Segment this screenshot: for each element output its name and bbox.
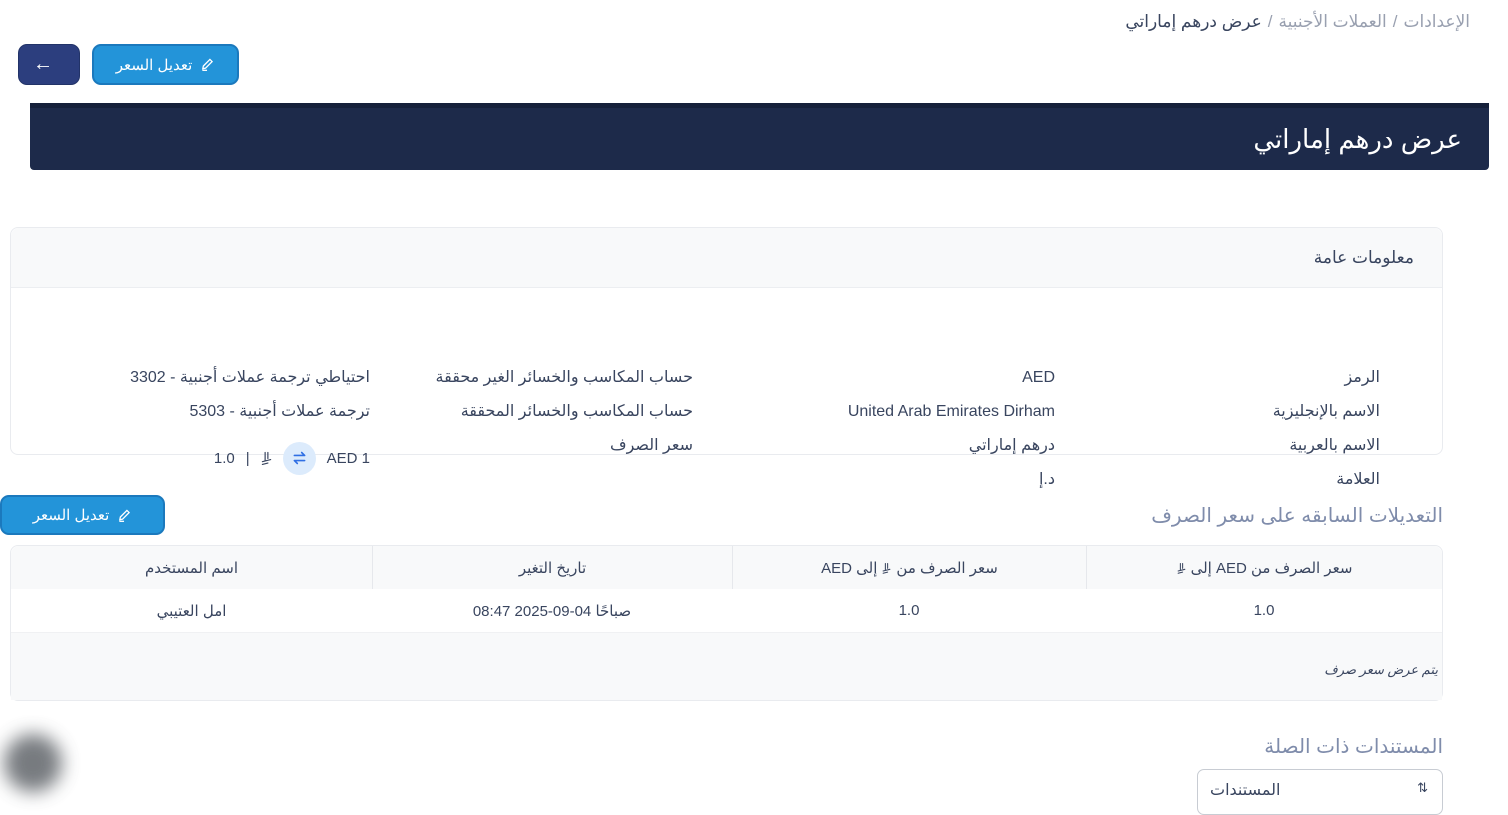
column-header-rate-aed-to-sar: سعر الصرف من AED إلى xyxy=(1086,546,1442,589)
field-value-unrealized-account: 3302 - احتياطي ترجمة عملات أجنبية xyxy=(130,369,370,386)
dropdown-caret-icon: ⇅ xyxy=(1417,780,1428,795)
field-label-unrealized-account: حساب المكاسب والخسائر الغير محققة xyxy=(435,369,693,386)
general-info-body xyxy=(11,288,1442,488)
pencil-icon xyxy=(117,508,132,523)
general-info-title: معلومات عامة xyxy=(1313,247,1414,267)
field-value-english-name: United Arab Emirates Dirham xyxy=(847,403,1055,420)
exchange-rate-from: AED 1 xyxy=(326,449,370,467)
field-label-exchange-rate: سعر الصرف xyxy=(609,437,693,454)
general-info-header xyxy=(11,228,1442,288)
column-header-rate-sar-to-aed: سعر الصرف من إلى AED xyxy=(732,546,1086,589)
field-label-code: الرمز xyxy=(1344,369,1380,386)
field-label-realized-account: حساب المكاسب والخسائر المحققة xyxy=(460,403,693,420)
field-label-symbol: العلامة xyxy=(1336,471,1380,488)
field-value-code: AED xyxy=(1022,369,1055,386)
general-info-card xyxy=(10,227,1443,488)
field-label-english-name: الاسم بالإنجليزية xyxy=(1272,403,1380,420)
adjustments-table-card xyxy=(10,545,1443,701)
related-documents-title: المستندات ذات الصلة xyxy=(1264,736,1443,758)
back-arrow-icon: ← xyxy=(33,53,53,75)
field-value-arabic-name: درهم إماراتي xyxy=(968,437,1055,454)
saudi-riyal-icon xyxy=(882,562,891,574)
table-footer xyxy=(11,633,1442,700)
table-header-row xyxy=(11,546,1442,589)
edit-price-label: تعديل السعر xyxy=(32,507,110,524)
breadcrumb-separator: / xyxy=(1267,12,1273,31)
exchange-rate-to-value: 1.0 xyxy=(213,449,235,467)
adjustments-section-title: التعديلات السابقه على سعر الصرف xyxy=(1151,505,1443,527)
exchange-rate-row xyxy=(214,441,370,475)
column-header-username: اسم المستخدم xyxy=(144,559,239,577)
documents-dropdown[interactable] xyxy=(1197,769,1443,815)
field-value-symbol: د.إ xyxy=(1038,471,1055,488)
page-header-bar xyxy=(30,103,1489,170)
page-title: عرض درهم إماراتي xyxy=(1253,123,1462,154)
page xyxy=(30,0,1508,799)
saudi-riyal-icon xyxy=(1177,562,1186,574)
cell-rate-aed-to-sar: 1.0 xyxy=(1253,602,1275,619)
edit-price-label: تعديل السعر xyxy=(115,56,193,74)
saudi-riyal-icon xyxy=(261,451,272,465)
field-value-realized-account: 5303 - ترجمة عملات أجنبية xyxy=(189,403,370,420)
documents-dropdown-label: المستندات xyxy=(1210,782,1281,799)
column-header-change-date: تاريخ التغير xyxy=(372,546,732,589)
cell-change-date: 08:47 2025-09-04 صباحًا xyxy=(472,602,632,620)
cell-username: امل العتيبي xyxy=(156,602,227,620)
edit-price-button[interactable] xyxy=(92,44,239,85)
breadcrumb-foreign-currencies[interactable]: العملات الأجنبية xyxy=(1278,12,1387,31)
breadcrumb-settings[interactable]: الإعدادات xyxy=(1403,12,1470,31)
swap-arrows-icon[interactable] xyxy=(283,442,316,475)
field-label-arabic-name: الاسم بالعربية xyxy=(1289,437,1380,454)
rate-separator: | xyxy=(245,449,250,467)
pencil-icon xyxy=(200,57,215,72)
back-button[interactable] xyxy=(18,44,80,85)
table-footer-note: يتم عرض سعر صرف xyxy=(1324,661,1438,677)
edit-price-button-table[interactable] xyxy=(0,495,165,535)
table-row xyxy=(11,589,1442,633)
breadcrumb-current: عرض درهم إماراتي xyxy=(1125,12,1262,31)
breadcrumb xyxy=(1125,12,1470,32)
cell-rate-sar-to-aed: 1.0 xyxy=(898,602,920,619)
floating-widget-blurred[interactable] xyxy=(4,734,62,792)
breadcrumb-separator: / xyxy=(1392,12,1398,31)
